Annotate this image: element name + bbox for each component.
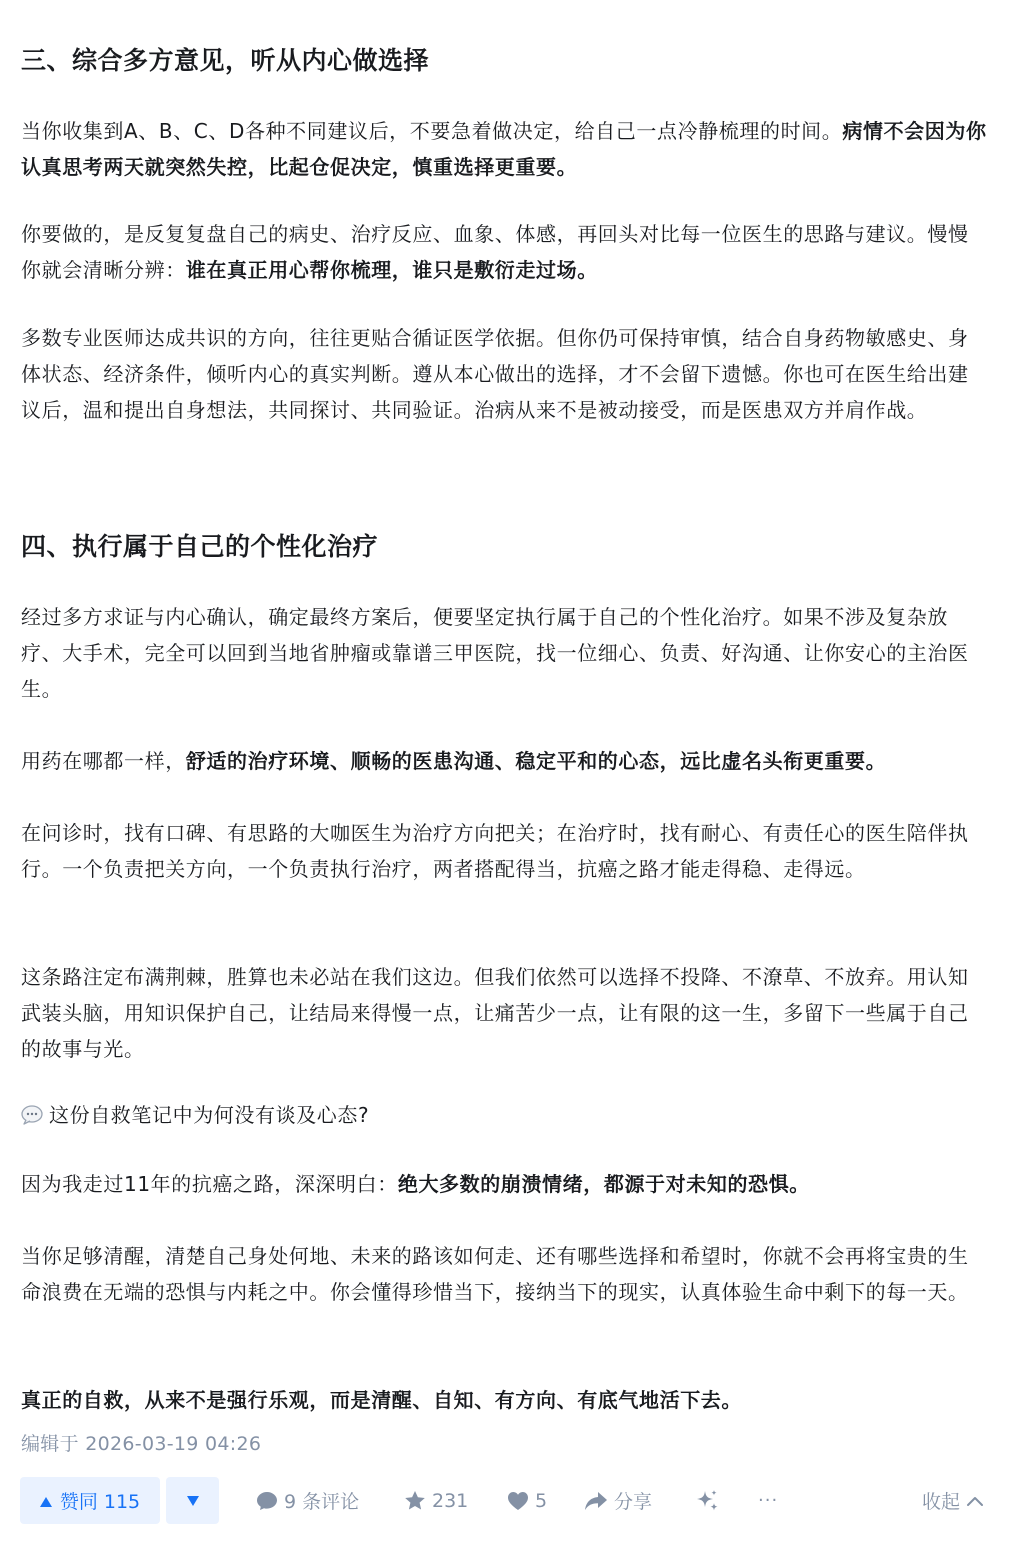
triangle-down-icon (187, 1491, 199, 1510)
paragraph (21, 1382, 989, 1418)
share-arrow-icon (584, 1491, 608, 1511)
share-label: 分享 (614, 1491, 653, 1513)
speech-bubble-icon (21, 1100, 43, 1136)
question-line (21, 1097, 989, 1136)
more-icon: ··· (758, 1490, 779, 1511)
more-button[interactable] (758, 1477, 778, 1524)
star-icon (404, 1490, 426, 1511)
paragraph: 这条路注定布满荆棘，胜算也未必站在我们这边。但我们依然可以选择不投降、不潦草、不放弃。用认知武装头脑，用知识保护自己，让结局来得慢一点，让痛苦少一点，让有限的这一生，多留下一些属于自己的故事与光。 (21, 965, 969, 1061)
triangle-up-icon (40, 1490, 52, 1512)
comments-button[interactable] (256, 1477, 359, 1524)
favorite-button[interactable] (404, 1477, 468, 1524)
paragraph-bold-text: 病情不会因为你认真思考两天就突然失控，比起仓促决定，慎重选择更重要。 (21, 119, 987, 179)
favorites-count: 231 (432, 1489, 469, 1512)
ai-sparkle-button[interactable] (694, 1477, 720, 1524)
paragraph-bold-text: 舒适的治疗环境、顺畅的医患沟通、稳定平和的心态，远比虚名头衔更重要。 (185, 749, 887, 773)
paragraph-text: 你要做的，是反复复盘自己的病史、治疗反应、血象、体感，再回头对比每一位医生的思路与建议。慢慢你就会清晰分辨： (21, 222, 969, 282)
edited-timestamp: 编辑于 2026-03-19 04:26 (21, 1433, 262, 1455)
paragraph (21, 216, 989, 288)
downvote-button[interactable] (166, 1477, 219, 1524)
action-bar (20, 1477, 1000, 1525)
comment-icon (256, 1491, 278, 1511)
paragraph: 当你足够清醒，清楚自己身处何地、未来的路该如何走、还有哪些选择和希望时，你就不会再将宝贵的生命浪费在无端的恐惧与内耗之中。你会懂得珍惜当下，接纳当下的现实，认真体验生命中剩下的每一天。 (21, 1244, 969, 1304)
paragraph: 经过多方求证与内心确认，确定最终方案后，便要坚定执行属于自己的个性化治疗。如果不涉及复杂放疗、大手术，完全可以回到当地省肿瘤或靠谱三甲医院，找一位细心、负责、好沟通、让你安心的主治医生。 (21, 605, 969, 701)
heart-icon (507, 1491, 529, 1511)
paragraph: 多数专业医师达成共识的方向，往往更贴合循证医学依据。但你仍可保持审慎，结合自身药物敏感史、身体状态、经济条件，倾听内心的真实判断。遵从本心做出的选择，才不会留下遗憾。你也可在医生给出建议后，温和提出自身想法，共同探讨、共同验证。治病从来不是被动接受，而是医患双方并肩作战。 (21, 326, 969, 422)
chevron-up-icon (966, 1495, 984, 1507)
paragraph-text: 因为我走过11年的抗癌之路，深深明白： (21, 1172, 398, 1196)
upvote-button[interactable] (20, 1477, 160, 1524)
likes-count: 5 (535, 1489, 548, 1512)
sparkle-icon (694, 1488, 720, 1514)
question-text: 这份自救笔记中为何没有谈及心态? (49, 1103, 370, 1127)
paragraph-text: 当你收集到A、B、C、D各种不同建议后，不要急着做决定，给自己一点冷静梳理的时间。 (21, 119, 843, 143)
paragraph-bold-text: 绝大多数的崩溃情绪，都源于对未知的恐惧。 (397, 1172, 810, 1196)
collapse-button[interactable] (922, 1477, 984, 1524)
section-heading: 三、综合多方意见，听从内心做选择 (21, 46, 430, 75)
section-heading: 四、执行属于自己的个性化治疗 (21, 532, 379, 561)
paragraph (21, 1166, 989, 1202)
paragraph-bold-text: 谁在真正用心帮你梳理，谁只是敷衍走过场。 (185, 258, 598, 282)
paragraph-text: 用药在哪都一样， (21, 749, 186, 773)
paragraph (21, 113, 989, 185)
like-button[interactable] (507, 1477, 547, 1524)
paragraph (21, 743, 989, 779)
collapse-label: 收起 (922, 1491, 961, 1513)
paragraph: 在问诊时，找有口碑、有思路的大咖医生为治疗方向把关；在治疗时，找有耐心、有责任心的医生陪伴执行。一个负责把关方向，一个负责执行治疗，两者搭配得当，抗癌之路才能走得稳、走得远。 (21, 821, 969, 881)
share-button[interactable] (584, 1477, 652, 1524)
upvote-label: 赞同 115 (59, 1491, 141, 1513)
paragraph-bold-text: 真正的自救，从来不是强行乐观，而是清醒、自知、有方向、有底气地活下去。 (21, 1388, 742, 1412)
comments-label: 9 条评论 (284, 1491, 360, 1513)
